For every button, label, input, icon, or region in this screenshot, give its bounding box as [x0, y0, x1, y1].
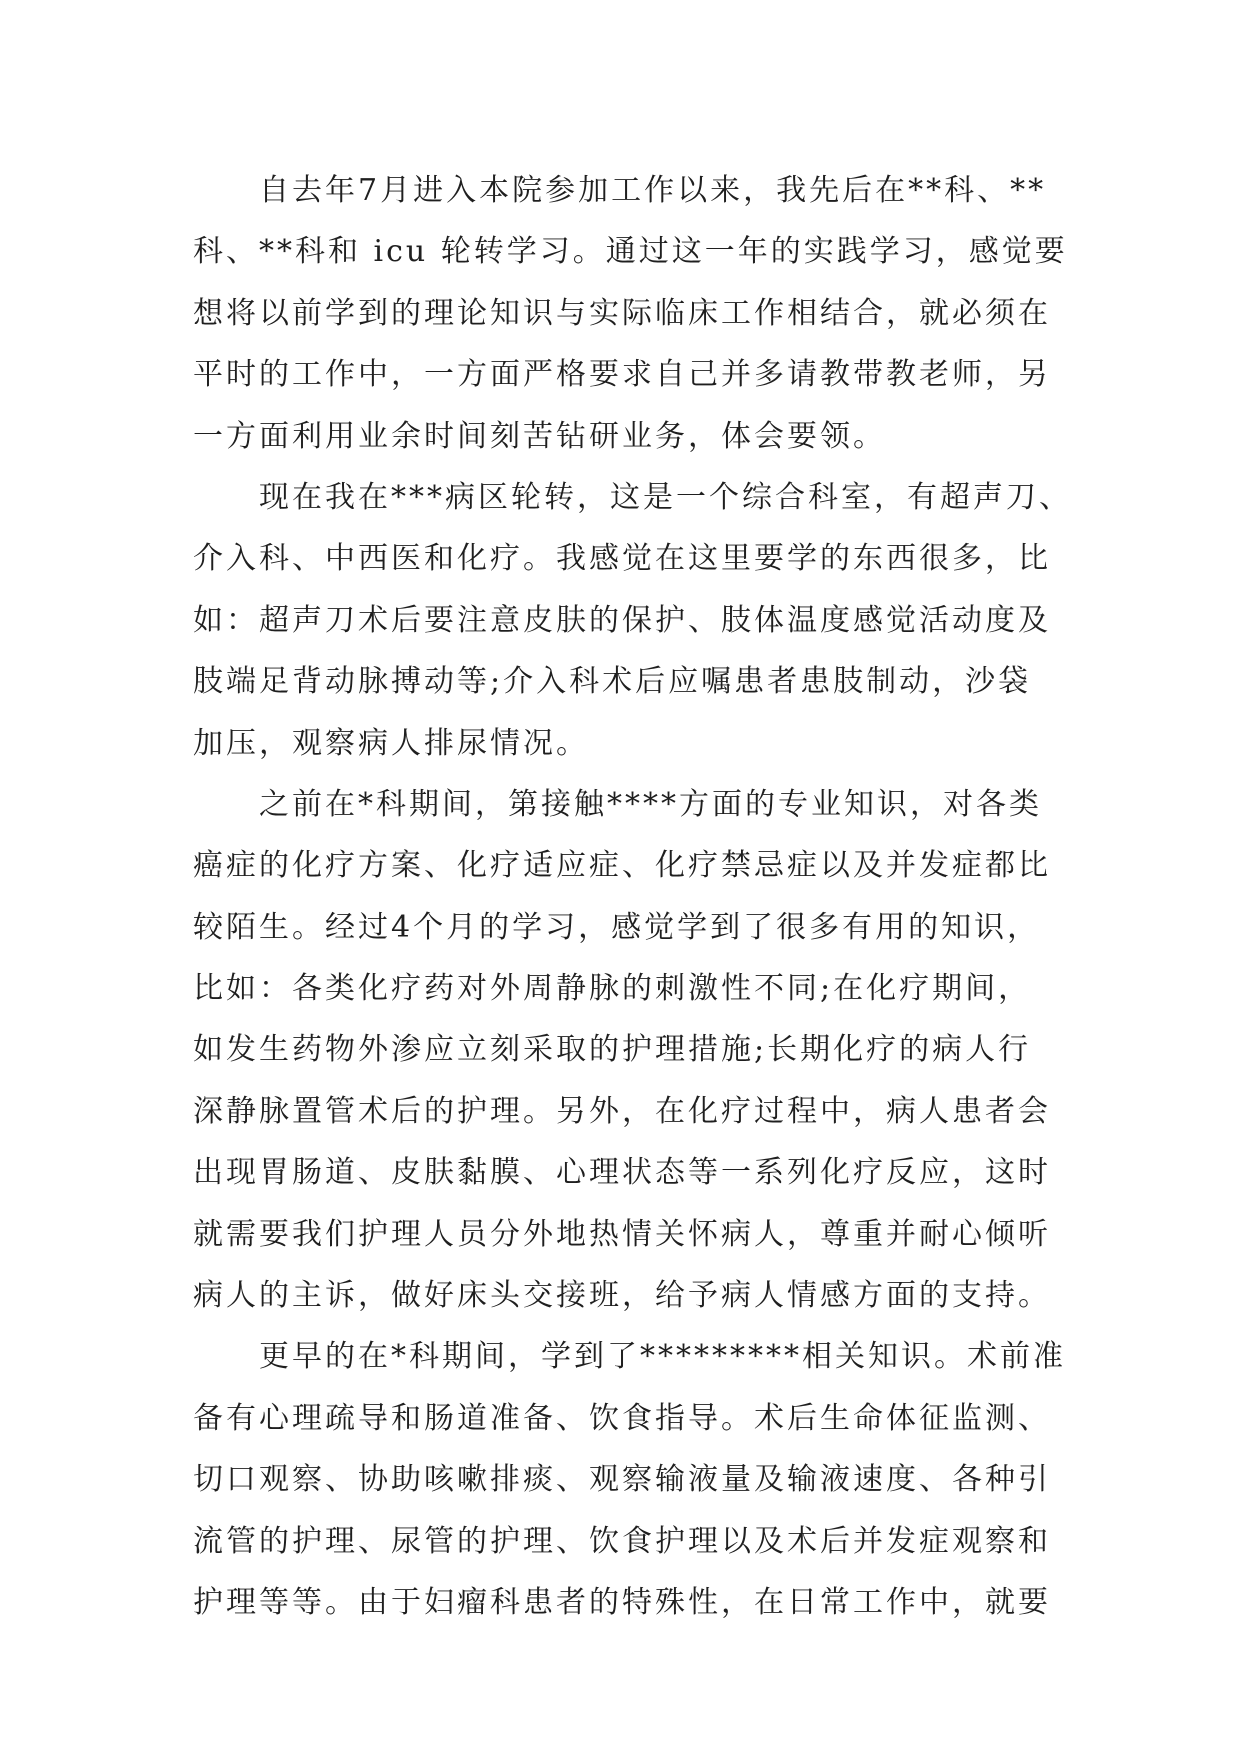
paragraph-1: [193, 160, 1068, 467]
text-line: 如发生药物外渗应立刻采取的护理措施;长期化疗的病人行: [193, 1032, 1032, 1068]
text-line: 深静脉置管术后的护理。另外，在化疗过程中，病人患者会: [193, 1093, 1051, 1129]
text-line: 科、**科和 icu 轮转学习。通过这一年的实践学习，感觉要: [193, 234, 1068, 270]
text-line: 比如：各类化疗药对外周静脉的刺激性不同;在化疗期间，: [193, 971, 1032, 1007]
text-line: 较陌生。经过4个月的学习，感觉学到了很多有用的知识，: [193, 909, 1041, 945]
text-line: 一方面利用业余时间刻苦钻研业务，体会要领。: [193, 418, 886, 454]
text-line: 出现胃肠道、皮肤黏膜、心理状态等一系列化疗反应，这时: [193, 1155, 1051, 1191]
text-line: 备有心理疏导和肠道准备、饮食指导。术后生命体征监测、: [193, 1400, 1051, 1436]
text-line: 如：超声刀术后要注意皮肤的保护、肢体温度感觉活动度及: [193, 602, 1051, 638]
text-line: 癌症的化疗方案、化疗适应症、化疗禁忌症以及并发症都比: [193, 848, 1051, 884]
text-line: 肢端足背动脉搏动等;介入科术后应嘱患者患肢制动，沙袋: [193, 664, 1032, 700]
text-line: 介入科、中西医和化疗。我感觉在这里要学的东西很多，比: [193, 541, 1051, 577]
text-line: 之前在*科期间，第接触****方面的专业知识，对各类: [259, 786, 1042, 822]
text-line: 更早的在*科期间，学到了*********相关知识。术前准: [259, 1339, 1066, 1375]
document-body: [193, 160, 1072, 1633]
text-line: 就需要我们护理人员分外地热情关怀病人，尊重并耐心倾听: [193, 1216, 1051, 1252]
text-line: 流管的护理、尿管的护理、饮食护理以及术后并发症观察和: [193, 1523, 1051, 1559]
text-line: 切口观察、协助咳嗽排痰、观察输液量及输液速度、各种引: [193, 1462, 1051, 1498]
paragraph-2: [193, 467, 1072, 774]
text-line: 护理等等。由于妇瘤科患者的特殊性，在日常工作中，就要: [193, 1584, 1051, 1620]
text-line: 自去年7月进入本院参加工作以来，我先后在**科、**: [259, 173, 1047, 208]
paragraph-3: [193, 774, 1053, 1327]
paragraph-4: [193, 1326, 1066, 1633]
text-line: 现在我在***病区轮转，这是一个综合科室，有超声刀、: [259, 479, 1072, 515]
text-line: 加压，观察病人排尿情况。: [193, 725, 589, 761]
text-line: 病人的主诉，做好床头交接班，给予病人情感方面的支持。: [193, 1278, 1051, 1314]
text-line: 想将以前学到的理论知识与实际临床工作相结合，就必须在: [193, 295, 1051, 331]
text-line: 平时的工作中，一方面严格要求自己并多请教带教老师，另: [193, 357, 1051, 393]
